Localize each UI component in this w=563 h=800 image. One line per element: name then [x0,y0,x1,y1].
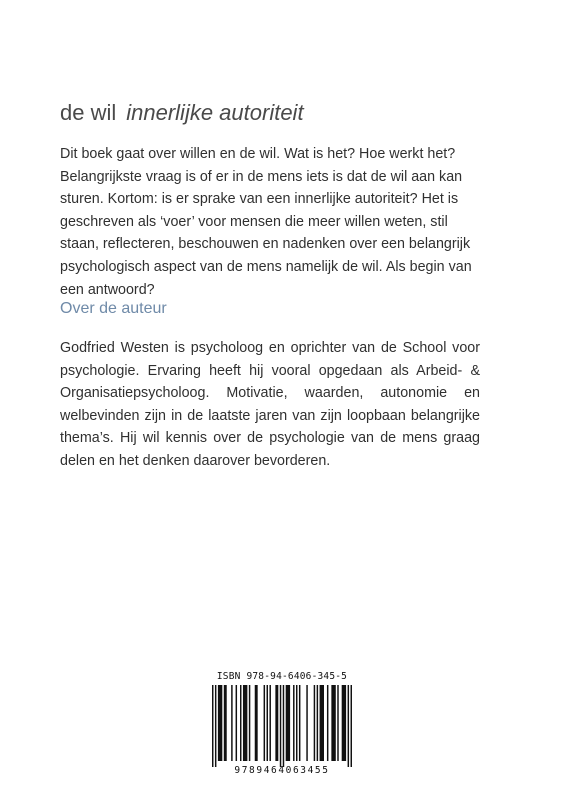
barcode-bar-25 [331,685,335,761]
barcode-bar-15 [283,685,284,767]
title-plain: de wil [60,100,117,125]
barcode-bar-4 [231,685,232,761]
barcode-bar-6 [240,685,241,761]
barcode-bars [212,685,352,767]
isbn-label: ISBN 978-94-6406-345-5 [216,671,348,682]
isbn-barcode [212,671,352,776]
intro-paragraph: Dit boek gaat over willen en de wil. Wat is het? Hoe werkt het? Belangrijkste vraag is of er in de mens iets is dat de wil aan kan sturen. Kortom: is er sprake van een innerlijke autoriteit? Het is geschreven als ‘voer’ voor mensen die meer willen weten, stil staan, reflecteren, beschouwen en nadenken over een belangrijk psychologisch aspect van de mens namelijk de wil. Als begin van een antwoord? [60,146,472,298]
barcode-bar-18 [296,685,297,761]
barcode-bar-3 [224,685,227,761]
barcode-bar-11 [267,685,268,761]
barcode-bar-12 [269,685,270,761]
barcode-bar-2 [218,685,222,761]
barcode-bar-1 [215,685,216,767]
barcode-bar-13 [275,685,278,761]
barcode-bar-22 [317,685,318,761]
barcode-bar-28 [348,685,349,767]
barcode-bar-23 [320,685,324,761]
book-title [60,100,304,126]
title-italic: innerlijke autoriteit [126,100,304,125]
barcode-bar-5 [236,685,237,761]
about-author-heading: Over de auteur [60,300,167,317]
barcode-bar-29 [351,685,352,767]
barcode-bar-0 [212,685,213,767]
barcode-bar-21 [314,685,315,761]
barcode-bar-24 [327,685,328,761]
about-author-paragraph: Godfried Westen is psycholoog en oprichter van de School voor psychologie. Ervaring heeft hij vooral opgedaan als Arbeid- & Organisatiepsycholoog. Motivatie, waarden, autonomie en welbevinden zijn in de laatste jaren van zijn loopbaan belangrijke thema’s. Hij wil kennis over de psychologie van de mens graag delen en het denken daarover bevorderen. [60,340,480,469]
barcode-bar-27 [342,685,346,761]
barcode-bar-20 [306,685,307,761]
barcode-bar-8 [249,685,250,761]
barcode-bar-10 [264,685,265,761]
barcode-bar-9 [255,685,258,761]
barcode-bar-19 [299,685,300,761]
ean-digits: 9789464063455 [234,765,330,776]
barcode-bar-7 [243,685,247,761]
barcode-bar-26 [337,685,338,761]
barcode-bar-16 [286,685,290,761]
barcode-bar-14 [280,685,281,767]
barcode-bar-17 [293,685,294,761]
